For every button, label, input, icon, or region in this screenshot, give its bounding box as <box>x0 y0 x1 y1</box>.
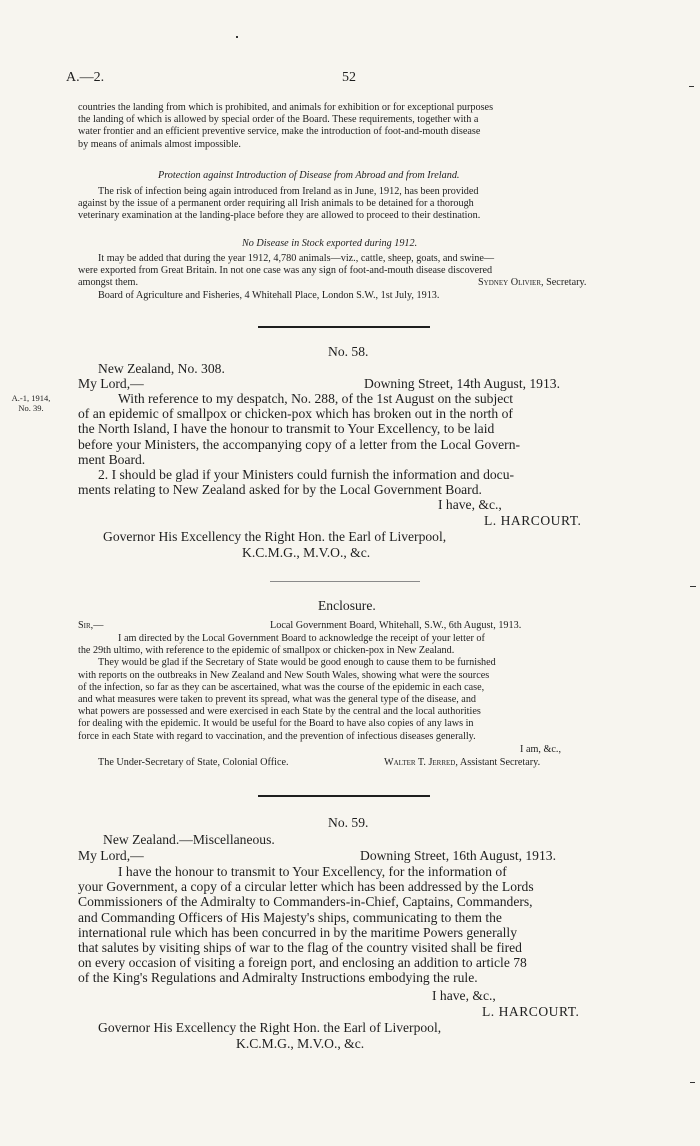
scan-speck <box>690 1082 695 1083</box>
text-line: by means of animals almost impossible. <box>78 138 241 150</box>
page-number: 52 <box>342 70 356 85</box>
section-divider <box>270 581 420 582</box>
text-line: against by the issue of a permanent order requiring all Irish animals to be detained for a thorough <box>78 198 474 210</box>
addressee-line: K.C.M.G., M.V.O., &c. <box>236 1036 365 1051</box>
signature: L. HARCOURT. <box>484 513 582 528</box>
signer-title: , Assistant Secretary. <box>455 757 541 768</box>
text-line: 2. I should be glad if your Ministers could furnish the information and docu- <box>98 467 515 483</box>
text-line: with reports on the outbreaks in New Zealand and New South Wales, showing what were the sources <box>78 669 490 681</box>
text-line: were exported from Great Britain. In not one case was any sign of foot-and-mouth disease discovered <box>78 265 493 277</box>
signer-name: Sydney Olivier <box>478 277 542 288</box>
place-date: Local Government Board, Whitehall, S.W., 6th August, 1913. <box>270 620 522 631</box>
text-line: I have the honour to transmit to Your Excellency, for the information of <box>118 864 507 879</box>
scan-speck <box>689 86 694 87</box>
text-line: of the King's Regulations and Admiralty Instructions embodying the rule. <box>78 970 478 986</box>
text-line: It may be added that during the year 1912, 4,780 animals—viz., cattle, sheep, goats, and swine— <box>98 253 495 264</box>
colony-heading: New Zealand, No. 308. <box>98 361 225 376</box>
addressee-line: K.C.M.G., M.V.O., &c. <box>242 545 371 560</box>
closing: I have, &c., <box>438 497 502 512</box>
text-line: of an epidemic of smallpox or chicken-pox which has broken out in the north of <box>78 406 513 422</box>
margin-ref-line: No. 39. <box>18 403 44 413</box>
text-line: and Commanding Officers of His Majesty's ships, communicating to them the <box>78 909 502 925</box>
letter-paragraph <box>78 391 628 497</box>
signature-block <box>384 757 540 769</box>
text-line: With reference to my despatch, No. 288, of the 1st August on the subject <box>118 391 514 406</box>
address-line: Board of Agriculture and Fisheries, 4 Whitehall Place, London S.W., 1st July, 1913. <box>98 290 440 301</box>
despatch-number: No. 58. <box>328 344 369 359</box>
text-line: the landing of which is allowed by special order of the Board. These requirements, together with a <box>78 114 479 126</box>
addressee-line: Governor His Excellency the Right Hon. the Earl of Liverpool, <box>98 1020 442 1035</box>
letter-paragraph <box>78 864 628 986</box>
section-heading: Protection against Introduction of Disease from Abroad and from Ireland. <box>158 170 460 181</box>
margin-ref-line: A.-1, 1914, <box>11 393 51 403</box>
intro-paragraph <box>78 102 628 151</box>
text-line: They would be glad if the Secretary of State would be good enough to cause them to be furnished <box>98 657 496 669</box>
text-line: countries the landing from which is prohibited, and animals for exhibition or for exceptional purposes <box>78 102 494 113</box>
text-line: amongst them. <box>78 277 138 288</box>
text-line: international rule which has been concurred in by the maritime Powers generally <box>78 924 518 940</box>
section-paragraph <box>78 253 628 277</box>
text-line: Commissioners of the Admiralty to Commanders-in-Chief, Captains, Commanders, <box>78 894 533 910</box>
scan-speck <box>236 36 238 38</box>
enclosure-title: Enclosure. <box>318 598 376 613</box>
text-line: the North Island, I have the honour to transmit to Your Excellency, to be laid <box>78 421 495 437</box>
section-divider <box>258 795 430 797</box>
text-line: veterinary examination at the landing-place before they are allowed to proceed to their destination. <box>78 210 481 222</box>
text-line: what powers are possessed and were exercised in each State by the central and the local authorities <box>78 706 481 718</box>
text-line: before your Ministers, the accompanying copy of a letter from the Local Govern- <box>78 436 521 452</box>
text-line: your Government, a copy of a circular letter which has been addressed by the Lords <box>78 879 534 895</box>
text-line: The risk of infection being again introduced from Ireland as in June, 1912, has been provided <box>98 186 479 197</box>
despatch-number: No. 59. <box>328 815 369 830</box>
text-line: and what measures were taken to prevent its spread, what was the general type of the disease, and <box>78 694 477 706</box>
text-line: ments relating to New Zealand asked for by the Local Government Board. <box>78 482 482 498</box>
text-line: ment Board. <box>78 451 146 467</box>
text-line: force in each State with regard to vaccination, and the prevention of infectious diseases generally. <box>78 730 476 742</box>
enclosure-paragraph <box>78 633 628 743</box>
salutation: My Lord,— <box>78 848 144 863</box>
salutation: Sir,— <box>78 620 104 631</box>
place-date: Downing Street, 14th August, 1913. <box>364 376 560 391</box>
scan-speck <box>690 586 696 587</box>
signer-name: Walter T. Jerred <box>384 757 456 768</box>
text-line: of the infection, so far as they can be ascertained, what was the course of the epidemic in each case, <box>78 681 485 693</box>
closing: I have, &c., <box>432 988 496 1003</box>
text-line: that salutes by visiting ships of war to the flag of the country visited shall be fired <box>78 940 522 956</box>
signature: L. HARCOURT. <box>482 1004 580 1019</box>
addressee-line: The Under-Secretary of State, Colonial Office. <box>98 757 289 768</box>
addressee-line: Governor His Excellency the Right Hon. the Earl of Liverpool, <box>103 529 447 544</box>
text-line: the 29th ultimo, with reference to the epidemic of smallpox or chicken-pox in New Zealand. <box>78 645 455 657</box>
text-line: water frontier and an efficient preventive service, make the introduction of foot-and-mouth disease <box>78 126 481 138</box>
section-heading: No Disease in Stock exported during 1912. <box>242 238 418 249</box>
section-divider <box>258 326 430 328</box>
margin-reference <box>2 393 60 413</box>
text-line: I am directed by the Local Government Board to acknowledge the receipt of your letter of <box>118 633 485 644</box>
section-paragraph <box>78 186 628 223</box>
salutation: My Lord,— <box>78 376 144 391</box>
text-line: on every occasion of visiting a foreign port, and enclosing an addition to article 78 <box>78 955 527 971</box>
closing: I am, &c., <box>520 744 562 755</box>
page-reference: A.—2. <box>66 70 105 85</box>
signer-title: , Secretary. <box>541 277 587 288</box>
signature-block <box>478 277 586 289</box>
colony-heading: New Zealand.—Miscellaneous. <box>103 832 275 847</box>
text-line: for dealing with the epidemic. It would be useful for the Board to have also copies of any laws in <box>78 718 474 730</box>
place-date: Downing Street, 16th August, 1913. <box>360 848 556 863</box>
